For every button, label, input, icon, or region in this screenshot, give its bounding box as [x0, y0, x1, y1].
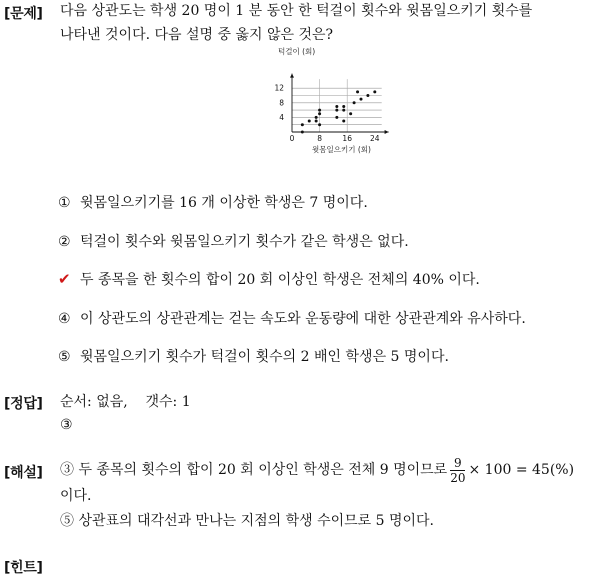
chart-y-arrow [290, 74, 294, 78]
chart-point [342, 109, 345, 112]
option-5-text: 윗몸일으키기 횟수가 턱걸이 횟수의 2 배인 학생은 5 명이다. [80, 349, 449, 365]
chart-point [335, 116, 338, 119]
chart-point [315, 120, 318, 123]
chart-ylabel: 턱걸이 (회) [278, 47, 316, 56]
option-4[interactable] [58, 308, 526, 328]
chart-point [308, 120, 311, 123]
chart-y-tick-label: 12 [274, 83, 284, 93]
option-4-text: 이 상관도의 상관관계는 걷는 속도와 운동량에 대한 상관관계와 유사하다. [80, 311, 526, 327]
chart-point [360, 98, 363, 101]
chart-point [366, 94, 369, 97]
option-3[interactable] [58, 269, 480, 289]
answer-tag: [정답] [4, 396, 43, 412]
explanation-line-3: ⑤ 상관표의 대각선과 만나는 지점의 학생 수이므로 5 명이다. [60, 513, 435, 529]
chart-x-tick-label: 8 [317, 134, 322, 143]
option-1-text: 윗몸일으키기를 16 개 이상한 학생은 7 명이다. [80, 195, 368, 211]
chart-point [318, 112, 321, 115]
question-line-2: 나타낸 것이다. 다음 설명 중 옳지 않은 것은? [60, 27, 334, 43]
option-3-text: 두 종목을 한 횟수의 합이 20 회 이상인 학생은 전체의 40% 이다. [80, 272, 480, 288]
chart-point [349, 112, 352, 115]
chart-point [335, 109, 338, 112]
chart-xlabel: 윗몸일으키기 (회) [312, 145, 371, 154]
explanation-prefix: ③ 두 종목의 횟수의 합이 20 회 이상인 학생은 전체 9 명이므로 [60, 462, 448, 478]
option-5-marker: ⑤ [58, 349, 71, 365]
chart-point [356, 90, 359, 93]
fraction [450, 456, 465, 485]
question-tag: [문제] [4, 6, 43, 22]
chart-point [301, 123, 304, 126]
option-1-marker: ① [58, 195, 71, 211]
option-5[interactable] [58, 346, 449, 366]
chart-point [315, 116, 318, 119]
check-icon: ✔ [58, 270, 71, 288]
chart-point [301, 131, 304, 134]
option-1[interactable] [58, 192, 368, 212]
explanation-suffix: × 100 = 45(%) [468, 462, 575, 478]
chart-point [318, 109, 321, 112]
fraction-denominator: 20 [450, 470, 466, 485]
option-2-text: 턱걸이 횟수와 윗몸일으키기 횟수가 같은 학생은 없다. [80, 234, 409, 250]
chart-x-tick-label: 24 [370, 134, 380, 143]
explanation-line-2: 이다. [60, 488, 92, 504]
answer-line-1: 순서: 없음, 갯수: 1 [60, 394, 191, 410]
chart-point [342, 105, 345, 108]
chart-x-tick-label: 0 [289, 134, 295, 143]
chart-x-tick-label: 16 [342, 134, 352, 143]
chart-point [342, 120, 345, 123]
option-2[interactable] [58, 231, 409, 251]
chart-point [373, 90, 376, 93]
chart-y-tick-label: 4 [279, 112, 284, 122]
explanation-line-1 [60, 453, 574, 487]
fraction-numerator: 9 [450, 456, 465, 471]
chart-point [335, 105, 338, 108]
answer-line-2: ③ [60, 417, 73, 433]
chart-x-arrow [385, 130, 389, 134]
option-2-marker: ② [58, 234, 71, 250]
option-4-marker: ④ [58, 311, 71, 327]
chart-point [353, 101, 356, 104]
hint-tag: [힌트] [4, 560, 43, 576]
chart-y-tick-label: 8 [279, 98, 284, 108]
question-line-1: 다음 상관도는 학생 20 명이 1 분 동안 한 턱걸이 횟수와 윗몸일으키기 횟수를 [60, 3, 533, 19]
explanation-tag: [해설] [4, 465, 43, 481]
scatter-chart [252, 46, 402, 156]
chart-point [318, 123, 321, 126]
